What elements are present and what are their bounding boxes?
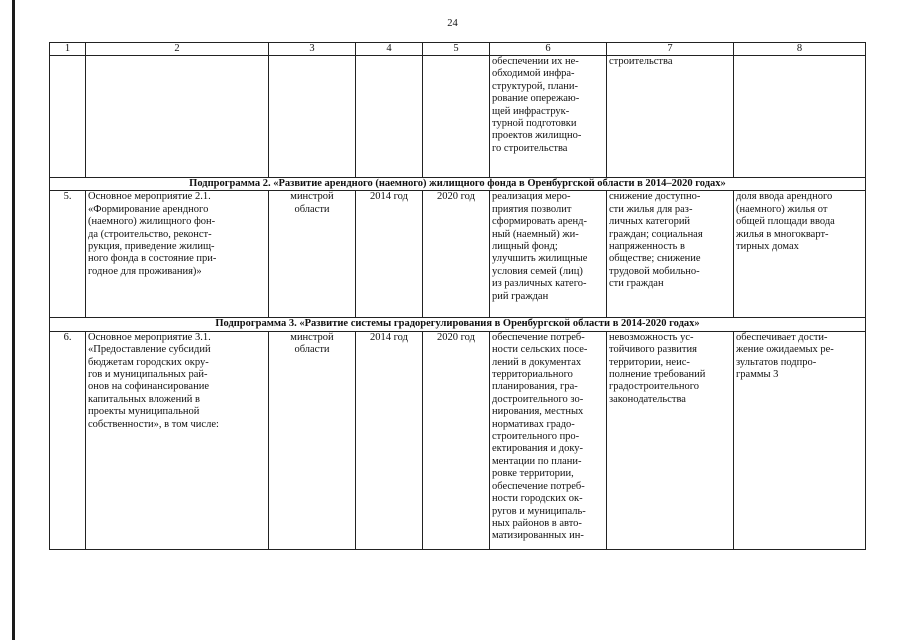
text-line: зультатов подпро- (736, 356, 817, 368)
text-line: приятия позволит (492, 203, 572, 215)
row-6-end-year: 2020 год (423, 331, 490, 549)
text-line: бюджетам городских окру- (88, 356, 209, 368)
row-5-event (86, 191, 269, 318)
text-line: щей инфраструк- (492, 105, 570, 117)
text-line: матизированных ин- (492, 530, 584, 542)
text-line: общей площади ввода (736, 216, 835, 228)
section-3-row (50, 318, 866, 331)
text-line: сти граждан (609, 278, 664, 290)
continuation-row (50, 56, 866, 178)
text-line: «Предоставление субсидий (88, 344, 211, 356)
text-line: проекты муниципальной (88, 406, 200, 418)
text-line: обеспечивает дости- (736, 331, 828, 343)
row-6-executor (269, 331, 356, 549)
text-line: ругов и муниципаль- (492, 505, 586, 517)
text-line: напряженность в (609, 241, 685, 253)
text-line: минстрой (290, 191, 334, 203)
row-5-indicators (734, 191, 866, 318)
text-line: нормативах градо- (492, 418, 575, 430)
row-5-result (490, 191, 607, 318)
header-cell-6: 6 (490, 43, 607, 56)
row-5-number: 5. (50, 191, 86, 318)
scan-edge-shadow (12, 0, 15, 640)
text-line: ности городских ок- (492, 493, 583, 505)
row-6-number: 6. (50, 331, 86, 549)
cont-cell-5 (423, 56, 490, 178)
header-cell-5: 5 (423, 43, 490, 56)
text-line: граждан; социальная (609, 228, 703, 240)
cont-cell-3 (269, 56, 356, 178)
row-6-result (490, 331, 607, 549)
text-line: строительства (609, 56, 673, 67)
section-3-title: Подпрограмма 3. «Развитие системы градорегулирования в Оренбургской области в 2014-2020 годах» (50, 318, 866, 331)
program-table (49, 42, 866, 550)
text-line: реализация меро- (492, 191, 571, 203)
text-line: жение ожидаемых ре- (736, 344, 834, 356)
text-line: нирования, местных (492, 406, 584, 418)
header-cell-2: 2 (86, 43, 269, 56)
row-6-start-year: 2014 год (356, 331, 423, 549)
text-line: годное для проживания)» (88, 265, 202, 277)
text-line: трудовой мобильно- (609, 265, 700, 277)
cont-cell-8 (734, 56, 866, 178)
text-line: Основное мероприятие 3.1. (88, 331, 211, 343)
header-cell-4: 4 (356, 43, 423, 56)
section-2-title: Подпрограмма 2. «Развитие арендного (наемного) жилищного фонда в Оренбургской области в 2014–2020 годах» (50, 178, 866, 191)
text-line: области (294, 344, 330, 356)
text-line: (наемного) жилья от (736, 203, 828, 215)
text-line: достроительного зо- (492, 393, 584, 405)
text-line: лений в документах (492, 356, 582, 368)
cont-consequence-cell (607, 56, 734, 178)
text-line: обеспечение потреб- (492, 480, 585, 492)
text-line: жилья в многокварт- (736, 228, 829, 240)
row-5-end-year: 2020 год (423, 191, 490, 318)
cont-cell-1 (50, 56, 86, 178)
text-line: (наемного) жилищного фон- (88, 216, 216, 228)
text-line: невозможность ус- (609, 331, 694, 343)
text-line: турной подготовки (492, 118, 577, 130)
text-line: граммы 3 (736, 369, 779, 381)
cont-cell-2 (86, 56, 269, 178)
text-line: обеспечение потреб- (492, 331, 585, 343)
text-line: обеспечении их не- (492, 56, 579, 67)
text-line: градостроительного (609, 381, 700, 393)
text-line: сформировать аренд- (492, 216, 587, 228)
cont-result-cell (490, 56, 607, 178)
text-line: ных районов в авто- (492, 517, 582, 529)
text-line: минстрой (290, 331, 334, 343)
text-line: лищный фонд; (492, 241, 558, 253)
header-cell-3: 3 (269, 43, 356, 56)
text-line: планирования, гра- (492, 381, 578, 393)
text-line: строительного про- (492, 431, 580, 443)
row-6-consequences (607, 331, 734, 549)
text-line: тойчивого развития (609, 344, 697, 356)
text-line: структурой, плани- (492, 80, 579, 92)
text-line: онов на софинансирование (88, 381, 209, 393)
text-line: сти жилья для раз- (609, 203, 693, 215)
text-line: ности сельских посе- (492, 344, 588, 356)
text-line: Основное мероприятие 2.1. (88, 191, 211, 203)
page-number: 24 (447, 18, 458, 29)
header-cell-1: 1 (50, 43, 86, 56)
text-line: го строительства (492, 142, 568, 154)
text-line: рование опережаю- (492, 93, 580, 105)
row-6-event (86, 331, 269, 549)
header-cell-7: 7 (607, 43, 734, 56)
text-line: условия семей (лиц) (492, 265, 583, 277)
cont-cell-4 (356, 56, 423, 178)
row-5-executor (269, 191, 356, 318)
text-line: из различных катего- (492, 278, 587, 290)
text-line: территориального (492, 369, 573, 381)
text-line: ровке территории, (492, 468, 574, 480)
text-line: обходимой инфра- (492, 68, 575, 80)
text-line: области (294, 203, 330, 215)
row-5-start-year: 2014 год (356, 191, 423, 318)
table-row-6 (50, 331, 866, 549)
text-line: личных категорий (609, 216, 691, 228)
text-line: полнение требований (609, 369, 706, 381)
text-line: улучшить жилищные (492, 253, 588, 265)
text-line: обществе; снижение (609, 253, 701, 265)
text-line: территории, неис- (609, 356, 690, 368)
row-5-consequences (607, 191, 734, 318)
text-line: ный (наемный) жи- (492, 228, 579, 240)
text-line: ного фонда в состояние при- (88, 253, 217, 265)
text-line: тирных домах (736, 241, 799, 253)
text-line: «Формирование арендного (88, 203, 209, 215)
table-row-5 (50, 191, 866, 318)
text-line: рукция, приведение жилищ- (88, 241, 215, 253)
text-line: собственности», в том числе: (88, 418, 219, 430)
text-line: ментации по плани- (492, 455, 582, 467)
section-2-row (50, 178, 866, 191)
text-line: законодательства (609, 393, 686, 405)
row-6-indicators (734, 331, 866, 549)
text-line: проектов жилищно- (492, 130, 582, 142)
header-row (50, 43, 866, 56)
text-line: снижение доступно- (609, 191, 701, 203)
header-cell-8: 8 (734, 43, 866, 56)
text-line: да (строительство, реконст- (88, 228, 212, 240)
text-line: ектирования и доку- (492, 443, 584, 455)
text-line: капитальных вложений в (88, 393, 201, 405)
text-line: доля ввода арендного (736, 191, 833, 203)
text-line: рий граждан (492, 290, 549, 302)
text-line: гов и муниципальных рай- (88, 369, 208, 381)
